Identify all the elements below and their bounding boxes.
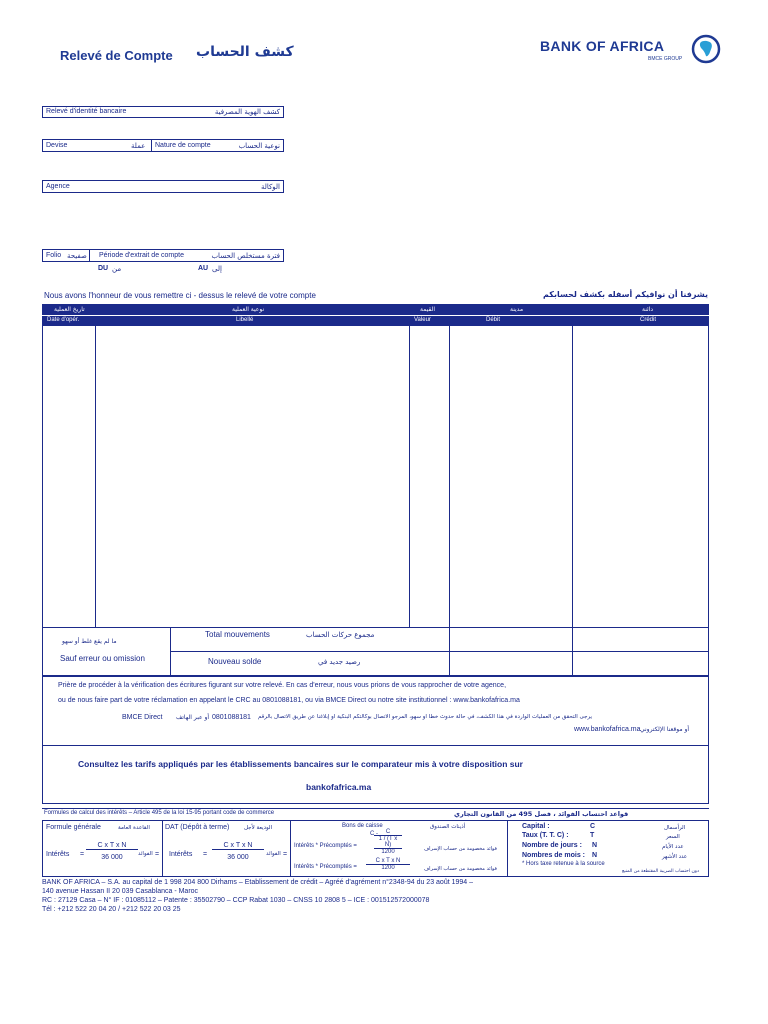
tariffs-site[interactable]: bankofafrica.ma [306, 782, 372, 792]
generale-numerator: C x T x N [86, 842, 138, 850]
rib-box [42, 106, 284, 118]
periode-label-ar: فترة مستخلص الحساب [211, 252, 280, 260]
th-libelle-ar: نوعية العملية [232, 306, 265, 313]
bank-group: BMCE GROUP [648, 56, 683, 62]
dat-fraction [212, 842, 264, 861]
th-date-ar: تاريخ العملية [54, 306, 85, 313]
bank-logo [538, 34, 724, 70]
website-label-ar: أو موقعنا الإلكتروني [640, 726, 690, 733]
nouveau-solde-ar: رصيد جديد في [318, 658, 361, 666]
devise-label-ar: عملة [131, 142, 146, 150]
page-title-ar: كشف الحساب [196, 44, 294, 60]
au-label-ar: إلى [212, 265, 222, 273]
folio-label-ar: صفيحة [67, 252, 87, 260]
agence-box [42, 180, 284, 193]
sauf-ar: ما لم يقع غلط أو سهو [62, 638, 117, 645]
taux-fr: Taux (T. T. C) : [522, 832, 569, 839]
formula-title-fr: Formules de calcul des intérêts – Article 495 de la loi 15-95 portant code de commerce [44, 810, 275, 816]
phone-label-ar: أو عبر الهاتف [176, 714, 210, 721]
equals-2b: = [283, 851, 288, 858]
folio-periode-box [42, 249, 284, 262]
th-date-fr: Date d'opér. [47, 317, 80, 323]
equals-2: = [203, 851, 208, 858]
dat-ar: الوديعة لأجل [244, 825, 273, 831]
equals-1: = [80, 851, 85, 858]
du-label-ar: من [112, 265, 122, 273]
footer-line4: Tél : +212 522 20 04 20 / +212 522 20 03 25 [42, 906, 181, 913]
jours-fr: Nombre de jours : [522, 842, 582, 849]
taux-value: T [590, 832, 595, 839]
generale-denominator: 36 000 [101, 854, 123, 861]
website-link[interactable]: www.bankofafrica.ma [574, 726, 641, 733]
generale-fraction [86, 842, 138, 861]
footer-line1: BANK OF AFRICA – S.A. au capital de 1 998 204 800 Dirhams – Etablissement de crédit – Agréé d'agrément n°2348-94 du 23 août 1994 – [42, 879, 474, 886]
mois-value: N [592, 852, 598, 859]
interets-label-2: Intérêts [169, 851, 193, 858]
total-mouvements-ar: مجموع حركات الحساب [306, 631, 375, 639]
precomptes-2: Intérêts * Précomptés = [294, 864, 357, 870]
generale-fr: Formule générale [46, 824, 101, 831]
africa-logo-icon [690, 34, 722, 64]
bons-fraction-2 [366, 858, 410, 871]
rib-label-ar: كشف الهوية المصرفية [214, 108, 280, 116]
bons-ar: أذينات الصندوق [430, 824, 466, 830]
agence-label-ar: الوكالة [260, 183, 280, 191]
equals-1b: = [155, 851, 160, 858]
capital-fr: Capital : [522, 823, 550, 830]
th-debit-fr: Débit [486, 317, 501, 323]
capital-value: C [590, 823, 596, 830]
agence-label-fr: Agence [46, 183, 70, 190]
devise-label-fr: Devise [46, 142, 68, 149]
frac1-c-left: C - [370, 831, 378, 837]
notice-box [42, 676, 709, 804]
tariffs-line: Consultez les tarifs appliqués par les établissements bancaires sur le comparateur mis à votre disposition sur [78, 759, 523, 769]
folio-label-fr: Folio [46, 252, 62, 259]
frac1-top: C [374, 829, 402, 836]
bons-fr: Bons de caisse [342, 823, 383, 829]
sauf-fr: Sauf erreur ou omission [60, 654, 145, 663]
footer-line3: RC : 27129 Casa – N° IF : 01085112 – Patente : 35502790 – CCP Rabat 1030 – CNSS 10 2808 5 – ICE : 001512572000078 [42, 897, 430, 904]
transactions-table [42, 325, 709, 676]
note-fr: * Hors taxe retenue à la source [522, 861, 605, 867]
interets-ar-2: الفوائد [266, 851, 281, 857]
dat-denominator: 36 000 [227, 854, 249, 861]
interets-label-1: Intérêts [46, 851, 70, 858]
th-credit-fr: Crédit [640, 317, 657, 323]
rib-label-fr: Relevé d'identité bancaire [46, 108, 127, 115]
dat-fr: DAT (Dépôt à terme) [165, 824, 230, 831]
bons-fraction-1 [356, 831, 402, 855]
frac2-bot: 1200 [381, 865, 395, 871]
interets-ar-1: الفوائد [138, 851, 153, 857]
du-label-fr: DU [98, 265, 109, 272]
th-libelle-fr: Libellé [236, 317, 254, 323]
note-ar: دون احتساب الضريبة المقتطعة من المنبع [622, 869, 699, 874]
total-mouvements-fr: Total mouvements [205, 630, 270, 639]
mois-fr: Nombres de mois : [522, 852, 586, 859]
th-debit-ar: مدينة [510, 306, 524, 313]
frac1-mid: 1 / (T x N) [374, 836, 402, 849]
jours-value: N [592, 842, 598, 849]
precomptes-ar-2: فوائد مخصومة من حساب الإسراف [424, 866, 497, 872]
intro-fr: Nous avons l'honneur de vous remettre ci - dessus le relevé de votre compte [44, 291, 316, 300]
dat-numerator: C x T x N [212, 842, 264, 850]
th-valeur-fr: Valeur [414, 317, 431, 323]
generale-ar: القاعدة العامة [118, 825, 150, 831]
bmce-direct: BMCE Direct [122, 714, 163, 721]
table-header-ar [42, 304, 709, 315]
frac1-bot: 1200 [381, 849, 395, 855]
page-title-fr: Relevé de Compte [60, 48, 173, 63]
nature-label-ar: نوعية الحساب [238, 142, 280, 150]
mois-ar: عدد الأشهر [662, 854, 688, 860]
devise-nature-box [42, 139, 284, 152]
th-credit-ar: دائنة [642, 306, 654, 313]
th-valeur-ar: القيمة [420, 306, 436, 313]
taux-ar: السعر [666, 834, 680, 840]
footer-line2: 140 avenue Hassan II 20 039 Casablanca - Maroc [42, 888, 199, 895]
nouveau-solde-fr: Nouveau solde [208, 657, 262, 666]
frac2-top: C x T x N [366, 858, 410, 865]
periode-label-fr: Période d'extrait de compte [99, 252, 184, 259]
table-header-fr [42, 316, 709, 325]
au-label-fr: AU [198, 265, 209, 272]
notice-ar-line1: يرجى التحقق من العمليات الواردة في هذا الكشف، في حالة حدوث خطأ أو سهو، المرجو الاتصال بوكالتكم البنكية أو إبلاغنا عن طريق الاتصال بالرقم [258, 714, 593, 720]
phone-number: 0801088181 [212, 714, 251, 721]
capital-ar: الرأسمال [664, 825, 686, 831]
bank-name: BANK OF AFRICA [540, 38, 665, 54]
intro-ar: يشرفنا أن نوافيكم أسفله بكشف لحسابكم [543, 290, 708, 299]
notice-line2: ou de nous faire part de votre réclamation en appelant le CRC au 0801088181, ou via BMCE Direct ou notre site institutionnel : www.bankofafrica.ma [58, 697, 520, 704]
precomptes-ar-1: فوائد مخصومة من حساب الإسراف [424, 846, 497, 852]
notice-line1: Prière de procéder à la vérification des écritures figurant sur votre relevé. En cas d'erreur, nous vous prions de vous rapprocher de votre agence, [58, 682, 507, 689]
formula-title-ar: قواعد احتساب الفوائد ، فصل 495 من القانون التجاري [454, 810, 629, 818]
precomptes-1: Intérêts * Précomptés = [294, 843, 357, 849]
nature-label-fr: Nature de compte [155, 142, 211, 149]
jours-ar: عدد الأيام [662, 844, 684, 850]
